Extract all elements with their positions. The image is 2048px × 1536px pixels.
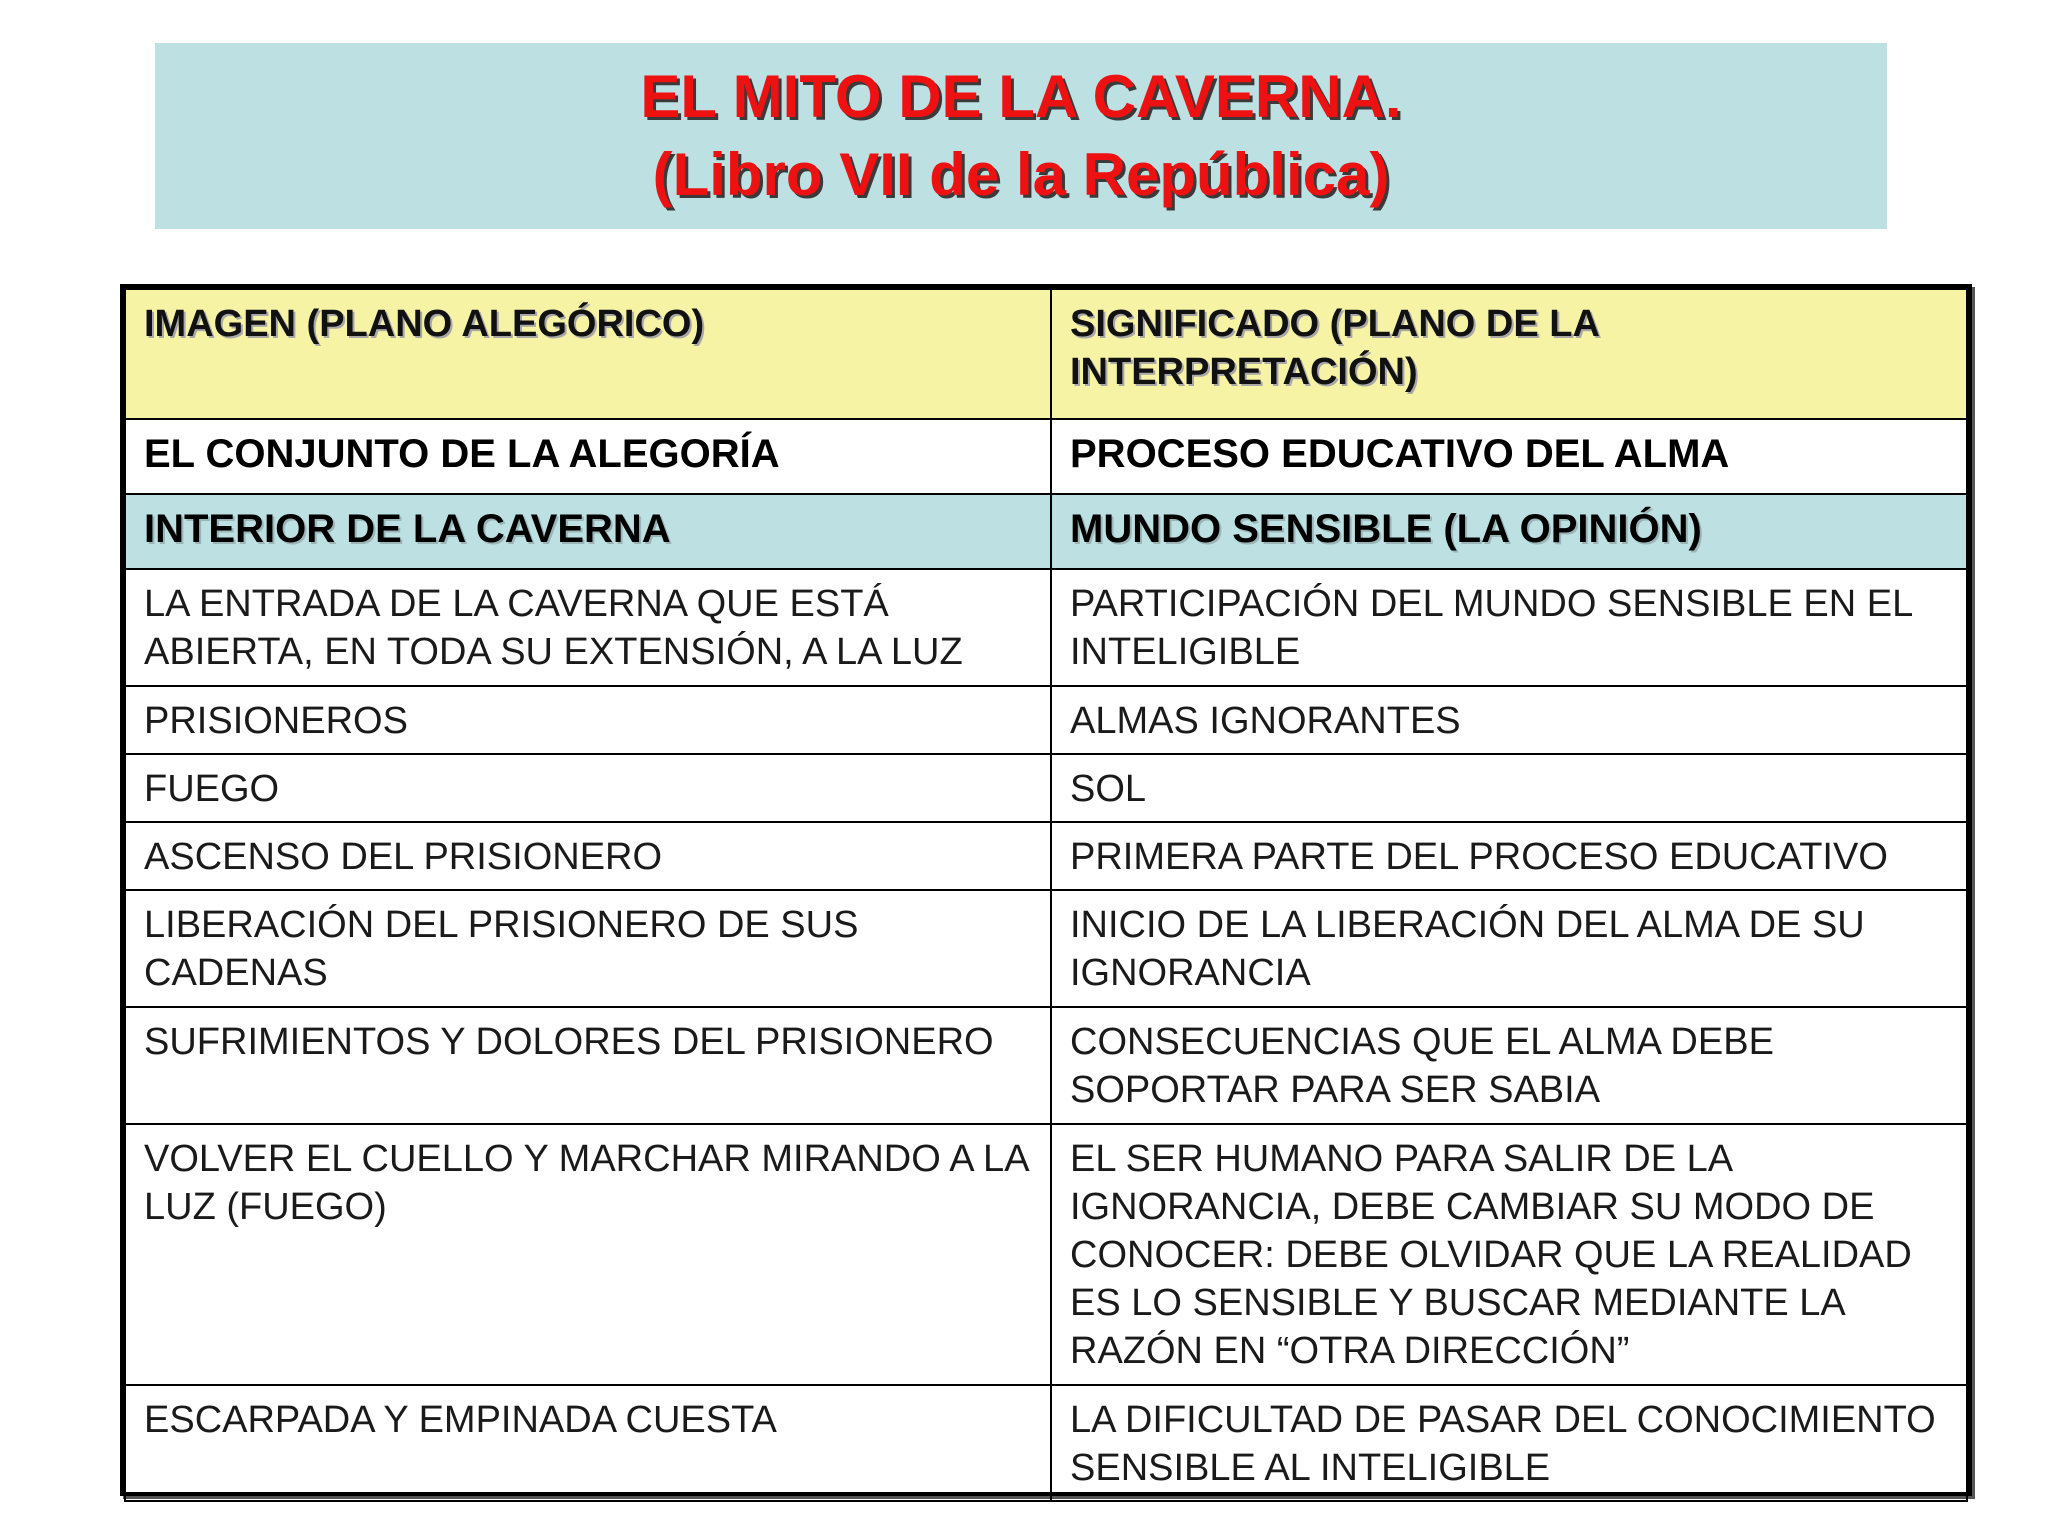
table-row (125, 822, 1967, 890)
table-row (125, 890, 1967, 1007)
table-cell-image: EL CONJUNTO DE LA ALEGORÍA (125, 419, 1051, 494)
table-cell-image: PRISIONEROS (125, 686, 1051, 754)
table-header-row (125, 289, 1967, 419)
table-row (125, 686, 1967, 754)
table-cell-image: ESCARPADA Y EMPINADA CUESTA (125, 1385, 1051, 1501)
table-row (125, 494, 1967, 569)
table-cell-meaning: SOL (1051, 754, 1967, 822)
slide-title: EL MITO DE LA CAVERNA. (640, 63, 1402, 130)
table-cell-image: VOLVER EL CUELLO Y MARCHAR MIRANDO A LA LUZ (FUEGO) (125, 1124, 1051, 1385)
table-row (125, 1385, 1967, 1501)
slide-subtitle: (Libro VII de la República) (652, 141, 1390, 208)
table-cell-meaning: PRIMERA PARTE DEL PROCESO EDUCATIVO (1051, 822, 1967, 890)
table-cell-image: LA ENTRADA DE LA CAVERNA QUE ESTÁ ABIERTA, EN TODA SU EXTENSIÓN, A LA LUZ (125, 569, 1051, 686)
table-cell-meaning: LA DIFICULTAD DE PASAR DEL CONOCIMIENTO SENSIBLE AL INTELIGIBLE (1051, 1385, 1967, 1501)
table-row (125, 754, 1967, 822)
table-cell-meaning: EL SER HUMANO PARA SALIR DE LA IGNORANCIA, DEBE CAMBIAR SU MODO DE CONOCER: DEBE OLVIDAR QUE LA REALIDAD ES LO SENSIBLE Y BUSCAR MEDIANTE LA RAZÓN EN “OTRA DIRECCIÓN” (1051, 1124, 1967, 1385)
table-cell-meaning: CONSECUENCIAS QUE EL ALMA DEBE SOPORTAR PARA SER SABIA (1051, 1007, 1967, 1124)
table-cell-meaning: ALMAS IGNORANTES (1051, 686, 1967, 754)
table-cell-meaning: INICIO DE LA LIBERACIÓN DEL ALMA DE SU IGNORANCIA (1051, 890, 1967, 1007)
table-cell-meaning: PARTICIPACIÓN DEL MUNDO SENSIBLE EN EL INTELIGIBLE (1051, 569, 1967, 686)
table-cell-image: SUFRIMIENTOS Y DOLORES DEL PRISIONERO (125, 1007, 1051, 1124)
table-cell-meaning: MUNDO SENSIBLE (LA OPINIÓN) (1051, 494, 1967, 569)
table-cell-image: INTERIOR DE LA CAVERNA (125, 494, 1051, 569)
table-cell-image: LIBERACIÓN DEL PRISIONERO DE SUS CADENAS (125, 890, 1051, 1007)
title-banner (155, 43, 1887, 229)
table-row (125, 1007, 1967, 1124)
header-cell-image: IMAGEN (PLANO ALEGÓRICO) (125, 289, 1051, 419)
table-row (125, 569, 1967, 686)
allegory-table (120, 284, 1972, 1496)
table-cell-image: FUEGO (125, 754, 1051, 822)
header-cell-meaning: SIGNIFICADO (PLANO DE LA INTERPRETACIÓN) (1051, 289, 1967, 419)
table-row (125, 419, 1967, 494)
table-row (125, 1124, 1967, 1385)
table-cell-image: ASCENSO DEL PRISIONERO (125, 822, 1051, 890)
table-cell-meaning: PROCESO EDUCATIVO DEL ALMA (1051, 419, 1967, 494)
